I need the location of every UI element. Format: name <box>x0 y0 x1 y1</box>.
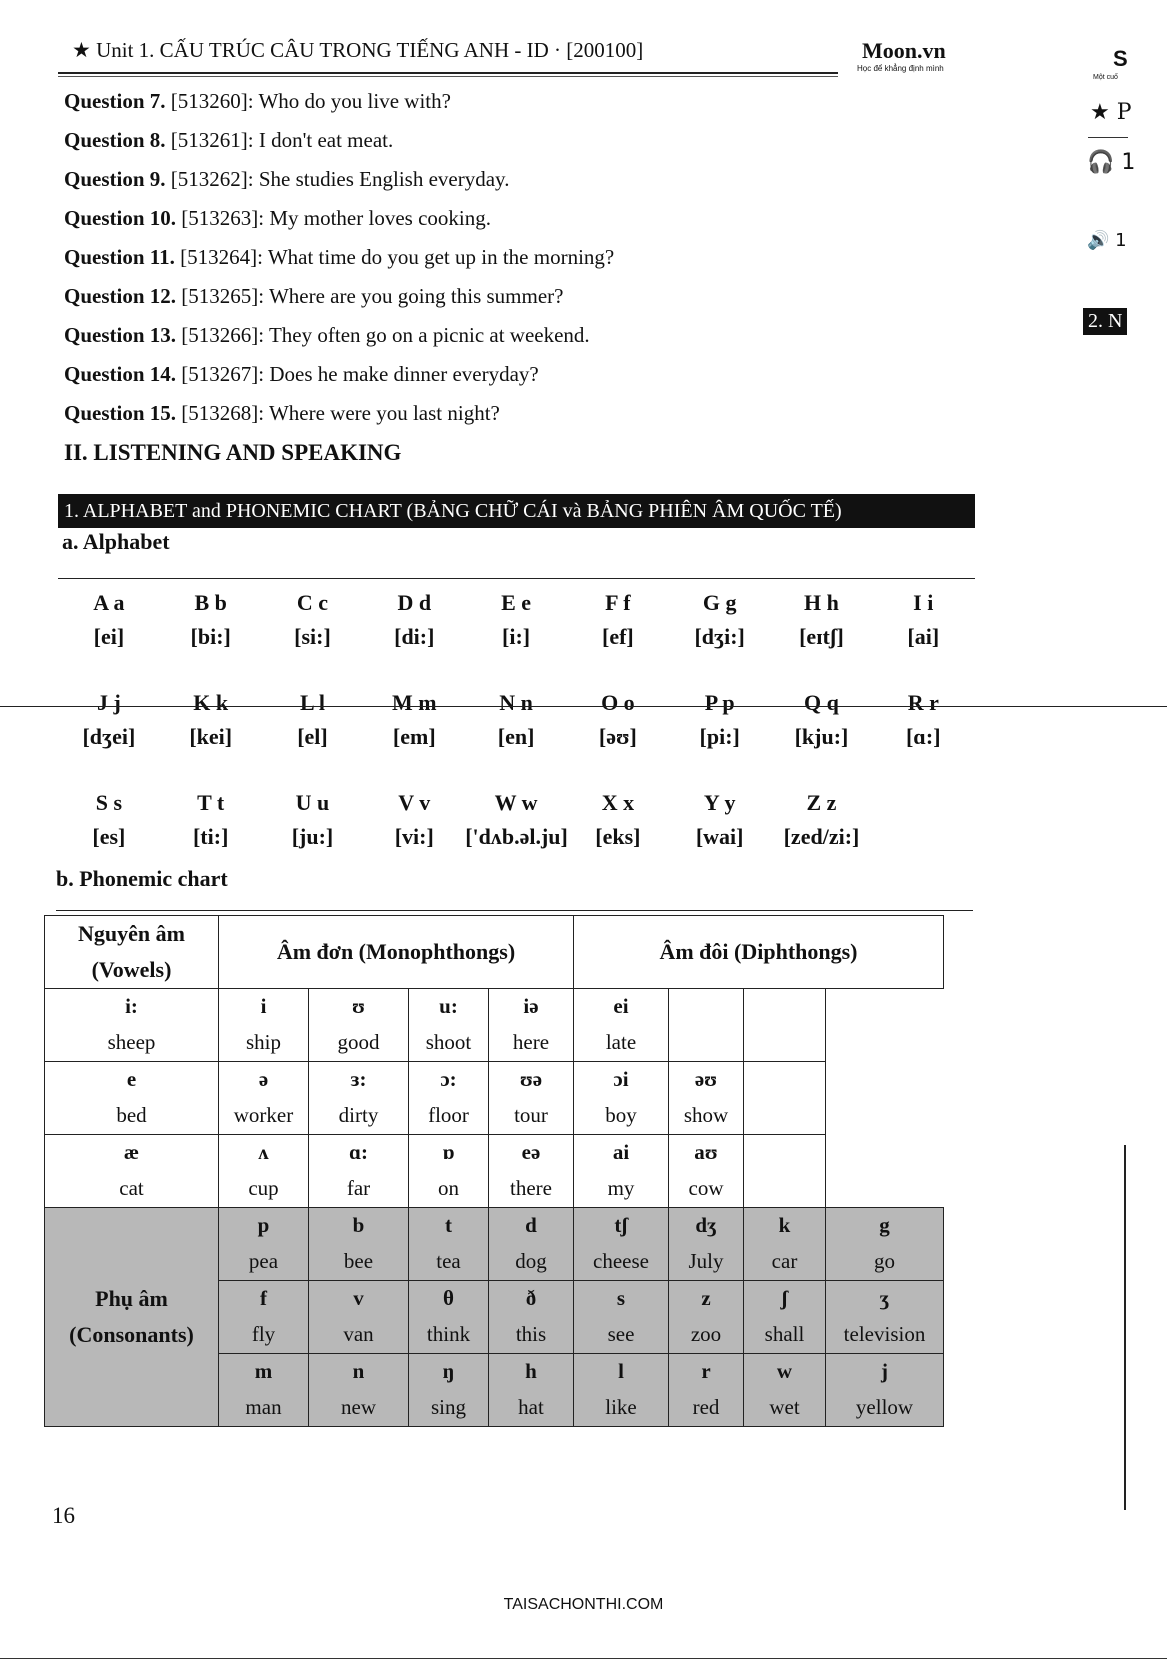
phoneme-example: pea <box>219 1242 309 1281</box>
question-number: Question 10. <box>64 206 177 230</box>
phoneme-symbol: t <box>409 1208 489 1243</box>
phoneme-example: bed <box>45 1096 219 1135</box>
alphabet-letter: D d <box>397 590 432 615</box>
phoneme-example: dirty <box>309 1096 409 1135</box>
phoneme-symbol: ɒ <box>409 1135 489 1170</box>
phoneme-example: far <box>309 1169 409 1208</box>
alphabet-phonetic: [bi:] <box>190 624 231 649</box>
phoneme-symbol: iə <box>489 989 574 1024</box>
phoneme-example: car <box>744 1242 826 1281</box>
alphabet-letter: N n <box>499 690 533 715</box>
headphones-icon: 🎧 1 <box>1087 150 1136 175</box>
phoneme-example: cup <box>219 1169 309 1208</box>
alphabet-letter: Q q <box>804 690 839 715</box>
phoneme-symbol: w <box>744 1354 826 1389</box>
alphabet-phonetic: [es] <box>92 824 126 849</box>
phoneme-symbol: b <box>309 1208 409 1243</box>
alphabet-letter: K k <box>193 690 229 715</box>
question-item <box>64 121 864 160</box>
question-text: They often go on a picnic at weekend. <box>268 323 590 347</box>
phoneme-symbol: p <box>219 1208 309 1243</box>
alphabet-letter: J j <box>96 690 121 715</box>
phoneme-symbol <box>744 989 826 1024</box>
phoneme-symbol: j <box>826 1354 944 1389</box>
phoneme-example: sing <box>409 1388 489 1427</box>
question-item <box>64 277 864 316</box>
section-heading: II. LISTENING AND SPEAKING <box>64 440 402 465</box>
alphabet-letter: W w <box>494 790 538 815</box>
phoneme-example: red <box>669 1388 744 1427</box>
question-text: Where were you last night? <box>268 401 500 425</box>
phoneme-example: good <box>309 1023 409 1062</box>
alphabet-letter: L l <box>299 690 326 715</box>
question-text: I don't eat meat. <box>258 128 394 152</box>
alphabet-phonetic: [em] <box>392 724 436 749</box>
phoneme-example: shoot <box>409 1023 489 1062</box>
alphabet-letter: U u <box>295 790 330 815</box>
phoneme-example: yellow <box>826 1388 944 1427</box>
question-number: Question 15. <box>64 401 177 425</box>
phoneme-example: on <box>409 1169 489 1208</box>
phoneme-symbol: ɔi <box>574 1062 669 1097</box>
phoneme-example: there <box>489 1169 574 1208</box>
phoneme-example: man <box>219 1388 309 1427</box>
phoneme-example: tea <box>409 1242 489 1281</box>
question-number: Question 8. <box>64 128 166 152</box>
alphabet-letter: Y y <box>703 790 736 815</box>
phoneme-symbol: h <box>489 1354 574 1389</box>
alphabet-phonetic: [en] <box>497 724 535 749</box>
alphabet-phonetic: [eɪtʃ] <box>799 624 844 649</box>
phoneme-symbol: ŋ <box>409 1354 489 1389</box>
phoneme-example: fly <box>219 1315 309 1354</box>
consonants-label: Phụ âm <box>95 1286 168 1311</box>
question-id: [513265]: <box>181 284 265 308</box>
question-number: Question 12. <box>64 284 177 308</box>
alphabet-cell <box>669 682 771 782</box>
phoneme-symbol: æ <box>45 1135 219 1170</box>
alphabet-phonetic: [wai] <box>695 824 744 849</box>
alphabet-phonetic: [i:] <box>502 624 531 649</box>
phoneme-symbol: u: <box>409 989 489 1024</box>
consonants-sublabel: (Consonants) <box>69 1322 194 1347</box>
header-rule-thin <box>58 76 838 77</box>
phoneme-symbol: ʒ <box>826 1281 944 1316</box>
vowels-label-cell <box>45 916 219 989</box>
side-star-icon: ★ P <box>1090 100 1132 125</box>
question-text: Who do you live with? <box>258 89 451 113</box>
alphabet-phonetic: ['dʌb.əl.ju] <box>465 824 568 849</box>
alphabet-cell <box>771 682 873 782</box>
alphabet-letter: E e <box>501 590 532 615</box>
phoneme-symbol: əʊ <box>669 1062 744 1097</box>
question-id: [513263]: <box>181 206 265 230</box>
speaker-icon: 🔊 1 <box>1087 230 1127 251</box>
alphabet-heading: a. Alphabet <box>62 529 170 554</box>
phoneme-example <box>744 1096 826 1135</box>
phoneme-symbol: l <box>574 1354 669 1389</box>
brand-tagline: Học để khẳng định mình <box>857 64 944 73</box>
question-id: [513262]: <box>170 167 254 191</box>
phoneme-symbol: v <box>309 1281 409 1316</box>
header-title: ★ Unit 1. CẤU TRÚC CÂU TRONG TIẾNG ANH - ID · [200100] <box>72 38 644 62</box>
alphabet-phonetic: [zed/zi:] <box>783 824 860 849</box>
alphabet-letter: P p <box>704 690 735 715</box>
alphabet-phonetic: [dʒi:] <box>694 624 745 649</box>
alphabet-cell <box>771 782 873 882</box>
phoneme-example: this <box>489 1315 574 1354</box>
phoneme-example: late <box>574 1023 669 1062</box>
question-id: [513266]: <box>181 323 265 347</box>
scan-line <box>0 706 1167 707</box>
phoneme-example: worker <box>219 1096 309 1135</box>
alphabet-phonetic: [ef] <box>602 624 634 649</box>
diphthongs-header: Âm đôi (Diphthongs) <box>574 916 944 989</box>
alphabet-phonetic: [dʒei] <box>82 724 136 749</box>
footer-watermark: TAISACHONTHI.COM <box>503 1596 664 1613</box>
alphabet-row <box>58 682 975 782</box>
phonemic-rule <box>56 910 973 911</box>
phoneme-example: dog <box>489 1242 574 1281</box>
alphabet-letter: R r <box>907 690 939 715</box>
alphabet-letter: G g <box>702 590 737 615</box>
monophthongs-header: Âm đơn (Monophthongs) <box>219 916 574 989</box>
phoneme-symbol: d <box>489 1208 574 1243</box>
consonants-label-cell <box>45 1208 219 1427</box>
alphabet-rule <box>58 578 975 579</box>
phoneme-symbol: ð <box>489 1281 574 1316</box>
alphabet-letter: M m <box>391 690 437 715</box>
phoneme-example: boy <box>574 1096 669 1135</box>
phoneme-symbol: k <box>744 1208 826 1243</box>
alphabet-cell <box>465 782 567 882</box>
phoneme-example: sheep <box>45 1023 219 1062</box>
alphabet-phonetic: [ei] <box>93 624 125 649</box>
phoneme-example <box>744 1023 826 1062</box>
phoneme-example: cheese <box>574 1242 669 1281</box>
question-item <box>64 355 864 394</box>
phoneme-symbol: f <box>219 1281 309 1316</box>
phonemic-table <box>44 915 944 1427</box>
phoneme-symbol: s <box>574 1281 669 1316</box>
alphabet-cell <box>872 682 974 782</box>
alphabet-phonetic: [kei] <box>189 724 233 749</box>
alphabet-phonetic: [kju:] <box>794 724 849 749</box>
alphabet-letter: X x <box>601 790 635 815</box>
phoneme-symbol: ɑ: <box>309 1135 409 1170</box>
alphabet-cell <box>262 782 364 882</box>
phoneme-example: July <box>669 1242 744 1281</box>
question-id: [513260]: <box>170 89 254 113</box>
alphabet-letter: H h <box>804 590 839 615</box>
question-item <box>64 199 864 238</box>
question-id: [513267]: <box>181 362 265 386</box>
alphabet-letter: O o <box>601 690 635 715</box>
phoneme-symbol <box>669 989 744 1024</box>
alphabet-cell <box>567 682 669 782</box>
alphabet-phonetic: [si:] <box>294 624 331 649</box>
question-number: Question 9. <box>64 167 166 191</box>
question-item <box>64 316 864 355</box>
question-id: [513264]: <box>180 245 263 269</box>
phoneme-symbol: i <box>219 989 309 1024</box>
alphabet-letter: Z z <box>806 790 837 815</box>
side-divider <box>1088 137 1128 138</box>
phoneme-example: ship <box>219 1023 309 1062</box>
phoneme-symbol: ʌ <box>219 1135 309 1170</box>
alphabet-cell <box>771 582 873 682</box>
phoneme-symbol: ei <box>574 989 669 1024</box>
phoneme-example: television <box>826 1315 944 1354</box>
phoneme-example: see <box>574 1315 669 1354</box>
phoneme-example: shall <box>744 1315 826 1354</box>
question-number: Question 11. <box>64 245 175 269</box>
phoneme-symbol: m <box>219 1354 309 1389</box>
question-number: Question 7. <box>64 89 166 113</box>
alphabet-cell <box>58 682 160 782</box>
question-list <box>64 82 864 433</box>
alphabet-letter: B b <box>194 590 227 615</box>
side-margin-text: Một cuố <box>1093 74 1118 81</box>
phoneme-symbol: g <box>826 1208 944 1243</box>
phoneme-example: think <box>409 1315 489 1354</box>
brand-logo: Moon.vn <box>862 38 946 63</box>
phoneme-example: my <box>574 1169 669 1208</box>
alphabet-phonetic: [el] <box>297 724 328 749</box>
phoneme-symbol: ɜ: <box>309 1062 409 1097</box>
alphabet-cell <box>160 582 262 682</box>
question-number: Question 13. <box>64 323 177 347</box>
side-margin-s: S <box>1113 46 1128 71</box>
phoneme-example: go <box>826 1242 944 1281</box>
alphabet-phonetic: [ai] <box>907 624 940 649</box>
alphabet-phonetic: [eks] <box>595 824 641 849</box>
alphabet-cell <box>160 682 262 782</box>
alphabet-grid <box>58 582 975 882</box>
vowels-label: Nguyên âm <box>78 921 185 946</box>
question-id: [513268]: <box>181 401 265 425</box>
alphabet-letter: F f <box>605 590 631 615</box>
alphabet-phonetic: [ɑ:] <box>905 724 941 749</box>
alphabet-cell <box>58 582 160 682</box>
alphabet-cell <box>363 782 465 882</box>
phoneme-symbol: r <box>669 1354 744 1389</box>
alphabet-phonetic: [di:] <box>394 624 435 649</box>
alphabet-cell <box>567 582 669 682</box>
question-text: Where are you going this summer? <box>268 284 564 308</box>
bottom-rule <box>0 1658 1167 1659</box>
alphabet-cell <box>465 582 567 682</box>
phoneme-symbol: ɔ: <box>409 1062 489 1097</box>
phoneme-symbol: ʃ <box>744 1281 826 1316</box>
alphabet-phonetic: [ju:] <box>291 824 334 849</box>
section-band: 1. ALPHABET and PHONEMIC CHART (BẢNG CHỮ CÁI và BẢNG PHIÊN ÂM QUỐC TẾ) <box>58 494 975 528</box>
question-text: Does he make dinner everyday? <box>269 362 539 386</box>
question-item <box>64 82 864 121</box>
alphabet-cell <box>363 682 465 782</box>
phoneme-example: cow <box>669 1169 744 1208</box>
phoneme-symbol: ʊə <box>489 1062 574 1097</box>
alphabet-phonetic: [vi:] <box>394 824 434 849</box>
phoneme-symbol: ai <box>574 1135 669 1170</box>
alphabet-letter: T t <box>197 790 225 815</box>
alphabet-phonetic: [pi:] <box>699 724 740 749</box>
phoneme-symbol: z <box>669 1281 744 1316</box>
side-section-badge: 2. N <box>1083 308 1127 335</box>
question-item <box>64 238 864 277</box>
phoneme-example: hat <box>489 1388 574 1427</box>
alphabet-phonetic: [əʊ] <box>598 724 637 749</box>
phoneme-symbol: i: <box>45 989 219 1024</box>
phoneme-example <box>744 1169 826 1208</box>
phoneme-example: here <box>489 1023 574 1062</box>
question-text: What time do you get up in the morning? <box>267 245 615 269</box>
header-rule <box>58 72 838 74</box>
phoneme-symbol: tʃ <box>574 1208 669 1243</box>
phoneme-symbol: aʊ <box>669 1135 744 1170</box>
alphabet-cell <box>262 582 364 682</box>
phoneme-symbol <box>744 1062 826 1097</box>
phoneme-example: show <box>669 1096 744 1135</box>
phonemic-heading: b. Phonemic chart <box>56 866 228 891</box>
phoneme-example: wet <box>744 1388 826 1427</box>
phoneme-symbol: n <box>309 1354 409 1389</box>
phoneme-example: new <box>309 1388 409 1427</box>
phoneme-symbol: ə <box>219 1062 309 1097</box>
alphabet-letter: V v <box>398 790 431 815</box>
phoneme-example: tour <box>489 1096 574 1135</box>
side-vertical-rule <box>1124 1145 1126 1510</box>
alphabet-letter: A a <box>93 590 125 615</box>
alphabet-letter: S s <box>95 790 123 815</box>
alphabet-cell <box>669 582 771 682</box>
phoneme-example <box>669 1023 744 1062</box>
phoneme-symbol: ʊ <box>309 989 409 1024</box>
alphabet-letter: I i <box>913 590 934 615</box>
question-number: Question 14. <box>64 362 177 386</box>
question-text: My mother loves cooking. <box>269 206 491 230</box>
phoneme-symbol: dʒ <box>669 1208 744 1243</box>
phoneme-example: bee <box>309 1242 409 1281</box>
question-text: She studies English everyday. <box>258 167 510 191</box>
phoneme-symbol <box>744 1135 826 1170</box>
alphabet-cell <box>669 782 771 882</box>
alphabet-cell <box>262 682 364 782</box>
question-item <box>64 160 864 199</box>
alphabet-row <box>58 582 975 682</box>
alphabet-cell <box>567 782 669 882</box>
phoneme-example: floor <box>409 1096 489 1135</box>
phoneme-example: zoo <box>669 1315 744 1354</box>
alphabet-cell <box>465 682 567 782</box>
page-number: 16 <box>52 1503 75 1528</box>
phoneme-example: cat <box>45 1169 219 1208</box>
alphabet-cell <box>872 582 974 682</box>
question-item <box>64 394 864 433</box>
alphabet-cell <box>363 582 465 682</box>
phoneme-symbol: eə <box>489 1135 574 1170</box>
alphabet-phonetic: [ti:] <box>192 824 229 849</box>
phoneme-symbol: θ <box>409 1281 489 1316</box>
vowels-sublabel: (Vowels) <box>91 957 172 982</box>
phoneme-symbol: e <box>45 1062 219 1097</box>
phoneme-example: like <box>574 1388 669 1427</box>
question-id: [513261]: <box>170 128 254 152</box>
phoneme-example: van <box>309 1315 409 1354</box>
alphabet-letter: C c <box>296 590 329 615</box>
